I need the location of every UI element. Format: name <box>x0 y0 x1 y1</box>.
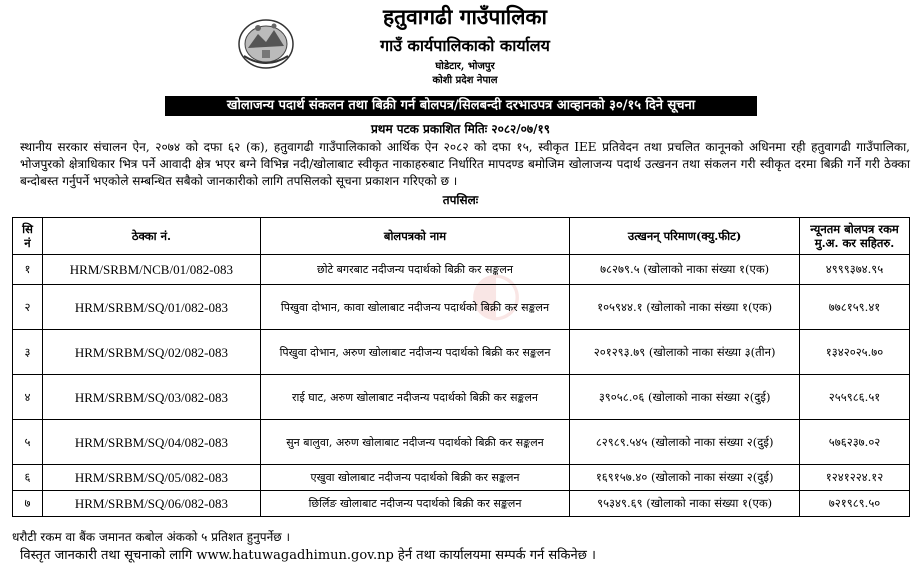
row-contract: HRM/SRBM/SQ/03/082-083 <box>42 375 260 420</box>
table-row <box>13 491 910 517</box>
row-name: राई घाट, अरुण खोलाबाट नदीजन्य पदार्थको बिक्री कर सङ्कलन <box>260 375 569 420</box>
watermark-icon: ◐ <box>470 258 523 328</box>
row-sn: १ <box>13 255 43 285</box>
row-quantity: ९५३४९.६९ (खोलाको नाका संख्या १(एक) <box>570 491 800 517</box>
table-row <box>13 465 910 491</box>
table-row <box>13 375 910 420</box>
row-sn: २ <box>13 285 43 330</box>
row-quantity: १०५९४४.१ (खोलाको नाका संख्या १(एक) <box>570 285 800 330</box>
address-line-2: कोशी प्रदेश नेपाल <box>432 75 498 86</box>
row-sn: ४ <box>13 375 43 420</box>
row-min-bid: ७२१९८९.५० <box>800 491 910 517</box>
table-header-row <box>13 218 910 255</box>
row-name: एखुवा खोलाबाट नदीजन्य पदार्थको बिक्री कर सङ्कलन <box>260 465 569 491</box>
row-sn: ७ <box>13 491 43 517</box>
publication-date: प्रथम पटक प्रकाशित मितिः २०८२/०७/१९ <box>370 122 551 136</box>
table-row <box>13 285 910 330</box>
row-name: पिखुवा दोभान, कावा खोलाबाट नदीजन्य पदार्थको बिक्री कर सङ्कलन <box>260 285 569 330</box>
row-name: सुन बालुवा, अरुण खोलाबाट नदीजन्य पदार्थको बिक्री कर सङ्कलन <box>260 420 569 465</box>
row-min-bid: ५७६२३७.०२ <box>800 420 910 465</box>
table-row <box>13 330 910 375</box>
office-subtitle: गाउँ कार्यपालिकाको कार्यालय <box>380 36 550 55</box>
table-row <box>13 255 910 285</box>
notice-banner: खोलाजन्य पदार्थ संकलन तथा बिक्री गर्न बोलपत्र/सिलबन्दी दरभाउपत्र आव्हानको ३०/१५ दिने सूचना <box>165 96 757 116</box>
tender-table <box>12 217 910 517</box>
details-heading: तपसिलः <box>442 193 479 207</box>
address-line-1: घोडेटार, भोजपुर <box>435 61 495 72</box>
header-sn: सि नं <box>13 218 43 255</box>
info-note: विस्तृत जानकारी तथा सूचनाको लागि www.hatuwagadhimun.gov.np हेर्न तथा कार्यालयमा सम्पर्क गर्न सकिनेछ । <box>20 548 596 563</box>
row-quantity: १६९१५७.४० (खोलाको नाका संख्या २(दुई) <box>570 465 800 491</box>
row-name: पिखुवा दोभान, अरुण खोलाबाट नदीजन्य पदार्थको बिक्री कर सङ्कलन <box>260 330 569 375</box>
row-min-bid: १३४२०२५.७० <box>800 330 910 375</box>
deposit-note: धरौटी रकम वा बैंक जमानत कबोल अंकको ५ प्रतिशत हुनुपर्नेछ । <box>12 530 291 544</box>
row-name: छोटे बगरबाट नदीजन्य पदार्थको बिक्री कर सङ्कलन <box>260 255 569 285</box>
row-quantity: ८२९८९.५४५ (खोलाको नाका संख्या २(दुई) <box>570 420 800 465</box>
row-name: छिर्लिङ खोलाबाट नदीजन्य पदार्थको बिक्री कर सङ्कलन <box>260 491 569 517</box>
row-contract: HRM/SRBM/SQ/05/082-083 <box>42 465 260 491</box>
row-contract: HRM/SRBM/NCB/01/082-083 <box>42 255 260 285</box>
row-min-bid: १२४१२२४.१२ <box>800 465 910 491</box>
header-name: बोलपत्रको नाम <box>260 218 569 255</box>
row-quantity: २०१२९३.७९ (खोलाको नाका संख्या ३(तीन) <box>570 330 800 375</box>
row-min-bid: ४९९९३७४.९५ <box>800 255 910 285</box>
intro-paragraph: स्थानीय सरकार संचालन ऐन, २०७४ को दफा ६२ (क), हतुवागढी गाउँपालिकाको आर्थिक ऐन २०८२ को दफा १५, स्वीकृत IEE प्रतिवेदन तथा प्रचलित कानूनको अधिनमा रही हतुवागढी गाउँपालिका, भोजपुरको क्षेत्राधिकार भित्र पर्ने आवादी क्षेत्र भएर बग्ने विभिन्न नदी/खोलाबाट स्वीकृत नाकाहरुबाट निर्धारित मापदण्ड बमोजिम खोलाजन्य पदार्थ उत्खनन तथा संकलन गरी स्वीकृत दरमा बिक्री गर्ने गरी ठेक्का बन्दोबस्त गर्नुपर्ने भएकोले सम्बन्धित सबैको जानकारीको लागि तपसिलको सूचना प्रकाशन गरिएको छ । <box>20 140 910 188</box>
row-quantity: ७८२७९.५ (खोलाको नाका संख्या १(एक) <box>570 255 800 285</box>
row-min-bid: २५५९८६.५१ <box>800 375 910 420</box>
header-quantity: उत्खनन् परिमाण(क्यु.फीट) <box>570 218 800 255</box>
header-min-bid: न्यूनतम बोलपत्र रकम मु.अ. कर सहितरु. <box>800 218 910 255</box>
table-row <box>13 420 910 465</box>
row-quantity: ३९०५८.०६ (खोलाको नाका संख्या २(दुई) <box>570 375 800 420</box>
row-min-bid: ७७८१५९.४१ <box>800 285 910 330</box>
nepal-government-emblem-icon <box>236 14 296 70</box>
row-contract: HRM/SRBM/SQ/06/082-083 <box>42 491 260 517</box>
row-sn: ३ <box>13 330 43 375</box>
row-sn: ६ <box>13 465 43 491</box>
municipality-title: हतुवागढी गाउँपालिका <box>382 4 547 29</box>
header-contract: ठेक्का नं. <box>42 218 260 255</box>
row-contract: HRM/SRBM/SQ/01/082-083 <box>42 285 260 330</box>
row-contract: HRM/SRBM/SQ/02/082-083 <box>42 330 260 375</box>
row-contract: HRM/SRBM/SQ/04/082-083 <box>42 420 260 465</box>
row-sn: ५ <box>13 420 43 465</box>
